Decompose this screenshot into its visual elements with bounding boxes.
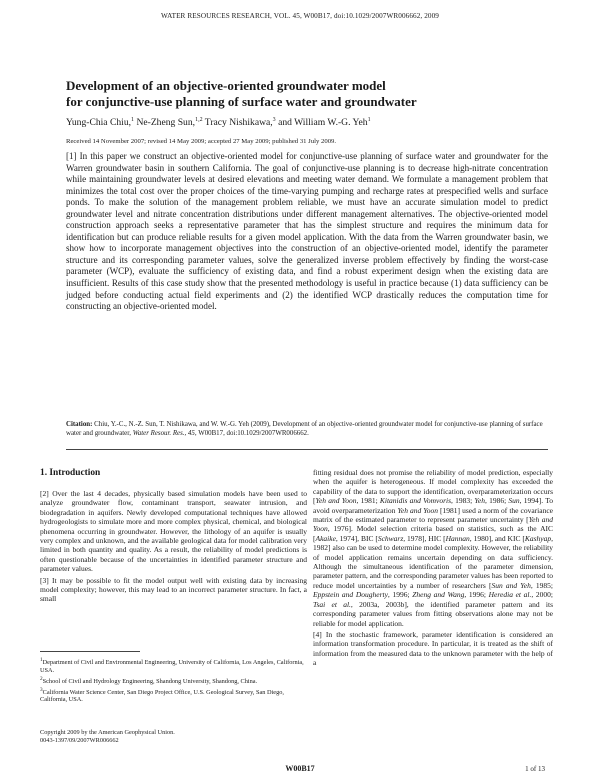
reference-link[interactable]: Yeh xyxy=(474,496,485,506)
footnote xyxy=(40,687,307,705)
citation-block xyxy=(66,420,548,439)
text-run: , 1996; xyxy=(387,590,413,600)
footnote-text: Department of Civil and Environmental Engineering, University of California, Los Angeles, California, USA. xyxy=(40,659,304,674)
paragraph xyxy=(313,630,553,668)
text-run: , 2000; xyxy=(531,590,554,600)
text-run: , 1986; xyxy=(484,496,509,506)
author-affiliation: 1 xyxy=(367,117,371,123)
left-column xyxy=(40,468,307,606)
text-run: , 1976]. Model selection criteria based on statistics, such as the AIC [ xyxy=(313,524,553,543)
text-run: , 1982] also can be used to determine model complexity. However, the reliability of model application remains uncertain depending on data sufficiency. Although the simultaneous identification of the parameter dimension, parameter pattern, and the corresponding parameter values has been reported to reduce model uncertainties by a number of researchers [ xyxy=(313,533,553,590)
footnote-divider xyxy=(40,651,140,652)
reference-link[interactable]: Kashyap xyxy=(524,533,552,543)
citation-tail: W00B17, doi:10.1029/2007WR006662. xyxy=(198,430,309,438)
reference-link[interactable]: Tsai et al. xyxy=(313,599,351,609)
reference-link[interactable]: Yeh and Yoon xyxy=(315,496,357,506)
paragraph xyxy=(40,489,307,574)
reference-link[interactable]: Hannan xyxy=(445,533,470,543)
author-affiliation: 1 xyxy=(131,117,135,123)
reference-link[interactable]: Schwarz xyxy=(377,533,404,543)
text-run: , 1974], BIC [ xyxy=(335,533,378,543)
text-run: fitting residual does not promise the reliability of model prediction, especially when the aquifer is heterogeneous. If model complexity has exceeded the capability of the data to support the identification, overparameterization occurs [ xyxy=(313,468,553,506)
paragraph-text: It may be possible to fit the model output well with existing data by increasing model complexity; however, this may lead to an incorrect parameter structure. In fact, a small xyxy=(40,575,307,604)
reference-link[interactable]: Yeh and Yoon xyxy=(397,505,439,515)
paragraph-text: In the stochastic framework, parameter identification is considered an information transformation procedure. In particular, it is treated as the shift of information from the measured data to the unknown parameter with the help of a xyxy=(313,629,553,668)
right-column xyxy=(313,468,553,670)
reference-link[interactable]: Heredia et al. xyxy=(488,590,532,600)
text-run: [1981] used a norm of the covariance matrix of the estimated parameter to represent parameter uncertainty [ xyxy=(313,505,553,525)
copyright-line: Copyright 2009 by the American Geophysical Union. xyxy=(40,729,175,736)
article-title xyxy=(66,78,546,109)
footnote-text: California Water Science Center, San Diego Project Office, U.S. Geological Survey, San Diego, California, USA. xyxy=(40,688,284,704)
author-affiliation: 3 xyxy=(272,117,276,123)
paragraph-number: [1] xyxy=(66,151,77,161)
paragraph-text: Over the last 4 decades, physically based simulation models have been used to analyze groundwater flow, contaminant transport, seawater intrusion, and biodegradation in aquifers. Newly developed computational techniques have allowed hydrogeologists to simulate more and more complex physical, chemical, and biological phenomena occurring in groundwater. However, the lithology of an aquifer is usually very complex and unknown, and the available geological data for model calibration very limited in both quantity and quality. As a result, the reliability of model predictions is often questionable because of the uncertainties in identified parameter structure and parameter values. xyxy=(40,489,308,574)
title-line-1: Development of an objective-oriented groundwater model xyxy=(66,78,386,93)
reference-link[interactable]: Yeh and Yoon xyxy=(313,515,553,534)
reference-link[interactable]: Akaike xyxy=(315,533,336,543)
citation-journal: Water Resour. Res., 45, xyxy=(132,430,197,438)
text-run: , 1981; xyxy=(356,496,380,506)
issn-line: 0043-1397/09/2007WR006662 xyxy=(40,736,119,744)
footnote xyxy=(40,657,307,675)
footnote-text: School of Civil and Hydrology Engineering, Shandong University, Shandong, China. xyxy=(42,677,258,685)
text-run: , 2003a, 2003b], the identified parameter pattern and its corresponding parameter values from fitting observations alone may not be reliable for model application. xyxy=(313,599,553,628)
divider xyxy=(66,449,548,450)
text-run: , 1978], HIC [ xyxy=(403,533,446,543)
footnote-marker: 3 xyxy=(40,686,43,693)
text-run: , 1983; xyxy=(451,496,475,506)
footnote-marker: 2 xyxy=(40,675,43,682)
text-run: , 1994]. To avoid overparameterization xyxy=(313,496,553,515)
paragraph-number: [2] xyxy=(40,489,49,498)
reference-link[interactable]: Sun and Yeh xyxy=(491,580,531,590)
author-name: Yung-Chia Chiu, xyxy=(66,117,132,129)
author-name: Tracy Nishikawa, xyxy=(204,117,273,129)
running-head: WATER RESOURCES RESEARCH, VOL. 45, W00B17, doi:10.1029/2007WR006662, 2009 xyxy=(161,12,439,20)
author-name: Ne-Zheng Sun, xyxy=(136,117,196,129)
paragraph xyxy=(40,576,307,604)
abstract-text: In this paper we construct an objective-oriented model for conjunctive-use planning of surface water and groundwater for the Warren groundwater basin in southern California. The goal of conjunctive-use planning is to decrease high-nitrate concentration while maintaining groundwater levels at desired elevations and meeting water demand. We formulate a management problem that minimizes the total cost over the proper choices of the time-varying pumping and recharge rates at prespecified wells and surface ponds. To make the solution of the management problem reliable, we must have an accurate simulation model to predict groundwater level and nitrate concentration distributions under different management alternatives. The objective-oriented model construction approach seeks a representative parameter that has the simplest structure and requires the minimum data for identification but can produce reliable results for a given model application. With the data from the Warren groundwater basin, we show how to incorporate management objectives into the construction of an objective-oriented model, identify the parameter structure and its corresponding parameter values, solve the generalized inverse problem effectively by finding the worst-case parameter (WCP), evaluate the sufficiency of existing data, and find a robust experiment design when the existing data are insufficient. Results of this case study show that the presented methodology is useful in practice because (1) data sufficiency can be judged before conducting actual field experiments and (2) the identified WCP drastically reduces the computation time for constructing an objective-oriented model. xyxy=(66,151,548,312)
reference-link[interactable]: Zheng and Wang xyxy=(412,590,465,600)
title-line-2: for conjunctive-use planning of surface water and groundwater xyxy=(66,93,417,109)
text-run: , 1980], and KIC [ xyxy=(469,533,525,543)
footnotes xyxy=(40,657,307,705)
text-run: , 1985; xyxy=(530,580,553,590)
section-heading: 1. Introduction xyxy=(40,468,101,478)
paragraph-number: [3] xyxy=(40,575,49,585)
copyright xyxy=(40,729,307,745)
reference-link[interactable]: Sun xyxy=(508,496,520,506)
article-id: W00B17 xyxy=(285,764,315,773)
paragraph xyxy=(313,468,553,628)
received-dates: Received 14 November 2007; revised 14 May 2009; accepted 27 May 2009; published 31 July 2009. xyxy=(66,138,337,145)
citation-label: Citation: xyxy=(66,421,93,428)
author-name: and William W.-G. Yeh xyxy=(278,117,368,129)
author-list xyxy=(66,117,546,128)
abstract xyxy=(66,151,548,313)
citation-text: Chiu, Y.-C., N.-Z. Sun, T. Nishikawa, and W. W.-G. Yeh (2009), Development of an objective-oriented groundwater model for conjunctive-use planning of surface water and groundwater, xyxy=(66,421,543,438)
author-affiliation: 1,2 xyxy=(195,117,203,123)
paragraph-number: [4] xyxy=(313,629,322,639)
footnote xyxy=(40,676,307,686)
text-run: , 1996; xyxy=(464,590,489,600)
page-number: 1 of 13 xyxy=(525,765,545,773)
reference-link[interactable]: Eppstein and Dougherty xyxy=(313,590,388,600)
reference-link[interactable]: Kitanidis and Vomvoris xyxy=(379,496,452,506)
footnote-marker: 1 xyxy=(40,657,43,663)
